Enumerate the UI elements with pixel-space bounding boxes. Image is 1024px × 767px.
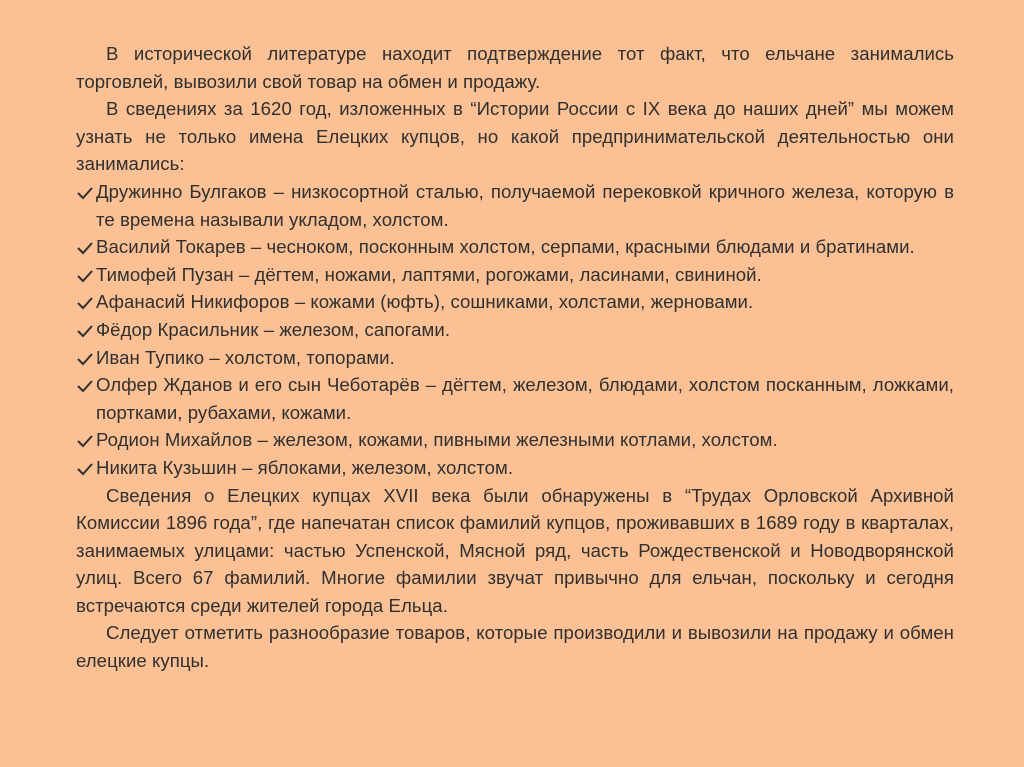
list-item [76, 371, 954, 426]
arrow-check-bullet-icon [76, 371, 96, 398]
list-item [76, 316, 954, 344]
arrow-check-bullet-icon [76, 261, 96, 288]
arrow-check-bullet-icon [76, 316, 96, 343]
list-item [76, 344, 954, 372]
merchant-text: Фёдор Красильник – железом, сапогами. [96, 318, 451, 340]
closing-paragraph: Сведения о Елецких купцах XVII века были обнаружены в “Трудах Орловской Архивной Комиссии 1896 года”, где напечатан список фамилий купцов, проживавших в 1689 году в кварталах, занимаемых улицами: частью Успенской, Мясной ряд, часть Рождественской и Новодворянской улиц. Всего 67 фамилий. Многие фамилии звучат привычно для ельчан, поскольку и сегодня встречаются среди жителей города Ельца. [76, 484, 954, 616]
merchant-list [76, 178, 954, 482]
list-item [76, 178, 954, 233]
document-body [76, 40, 954, 675]
merchant-text: Василий Токарев – чесноком, посконным холстом, серпами, красными блюдами и братинами. [96, 236, 915, 258]
arrow-check-bullet-icon [76, 426, 96, 453]
arrow-check-bullet-icon [76, 233, 96, 260]
merchant-text: Афанасий Никифоров – кожами (юфть), сошниками, холстами, жерновами. [96, 291, 754, 313]
arrow-check-bullet-icon [76, 288, 96, 315]
list-item [76, 288, 954, 316]
closing-paragraph: Следует отметить разнообразие товаров, которые производили и вывозили на продажу и обмен елецкие купцы. [76, 622, 954, 672]
merchant-text: Иван Тупико – холстом, топорами. [96, 346, 395, 368]
intro-paragraph: В исторической литературе находит подтверждение тот факт, что ельчане занимались торговлей, вывозили свой товар на обмен и продажу. [76, 43, 954, 92]
merchant-text: Родион Михайлов – железом, кожами, пивными железными котлами, холстом. [96, 429, 778, 451]
merchant-text: Никита Кузьшин – яблоками, железом, холстом. [96, 456, 514, 478]
arrow-check-bullet-icon [76, 178, 96, 205]
list-item [76, 233, 954, 261]
arrow-check-bullet-icon [76, 344, 96, 371]
arrow-check-bullet-icon [76, 454, 96, 481]
merchant-text: Олфер Жданов и его сын Чеботарёв – дёгтем, железом, блюдами, холстом посканным, ложками, портками, рубахами, кожами. [96, 374, 954, 423]
intro-paragraph: В сведениях за 1620 год, изложенных в “Истории России с IX века до наших дней” мы можем узнать не только имена Елецких купцов, но какой предпринимательской деятельностью они занимались: [76, 98, 954, 175]
merchant-text: Дружинно Булгаков – низкосортной сталью, получаемой перековкой кричного железа, которую в те времена называли укладом, холстом. [96, 180, 954, 230]
list-item [76, 426, 954, 454]
list-item [76, 454, 954, 482]
merchant-text: Тимофей Пузан – дёгтем, ножами, лаптями, рогожами, ласинами, свининой. [96, 263, 762, 285]
list-item [76, 261, 954, 289]
